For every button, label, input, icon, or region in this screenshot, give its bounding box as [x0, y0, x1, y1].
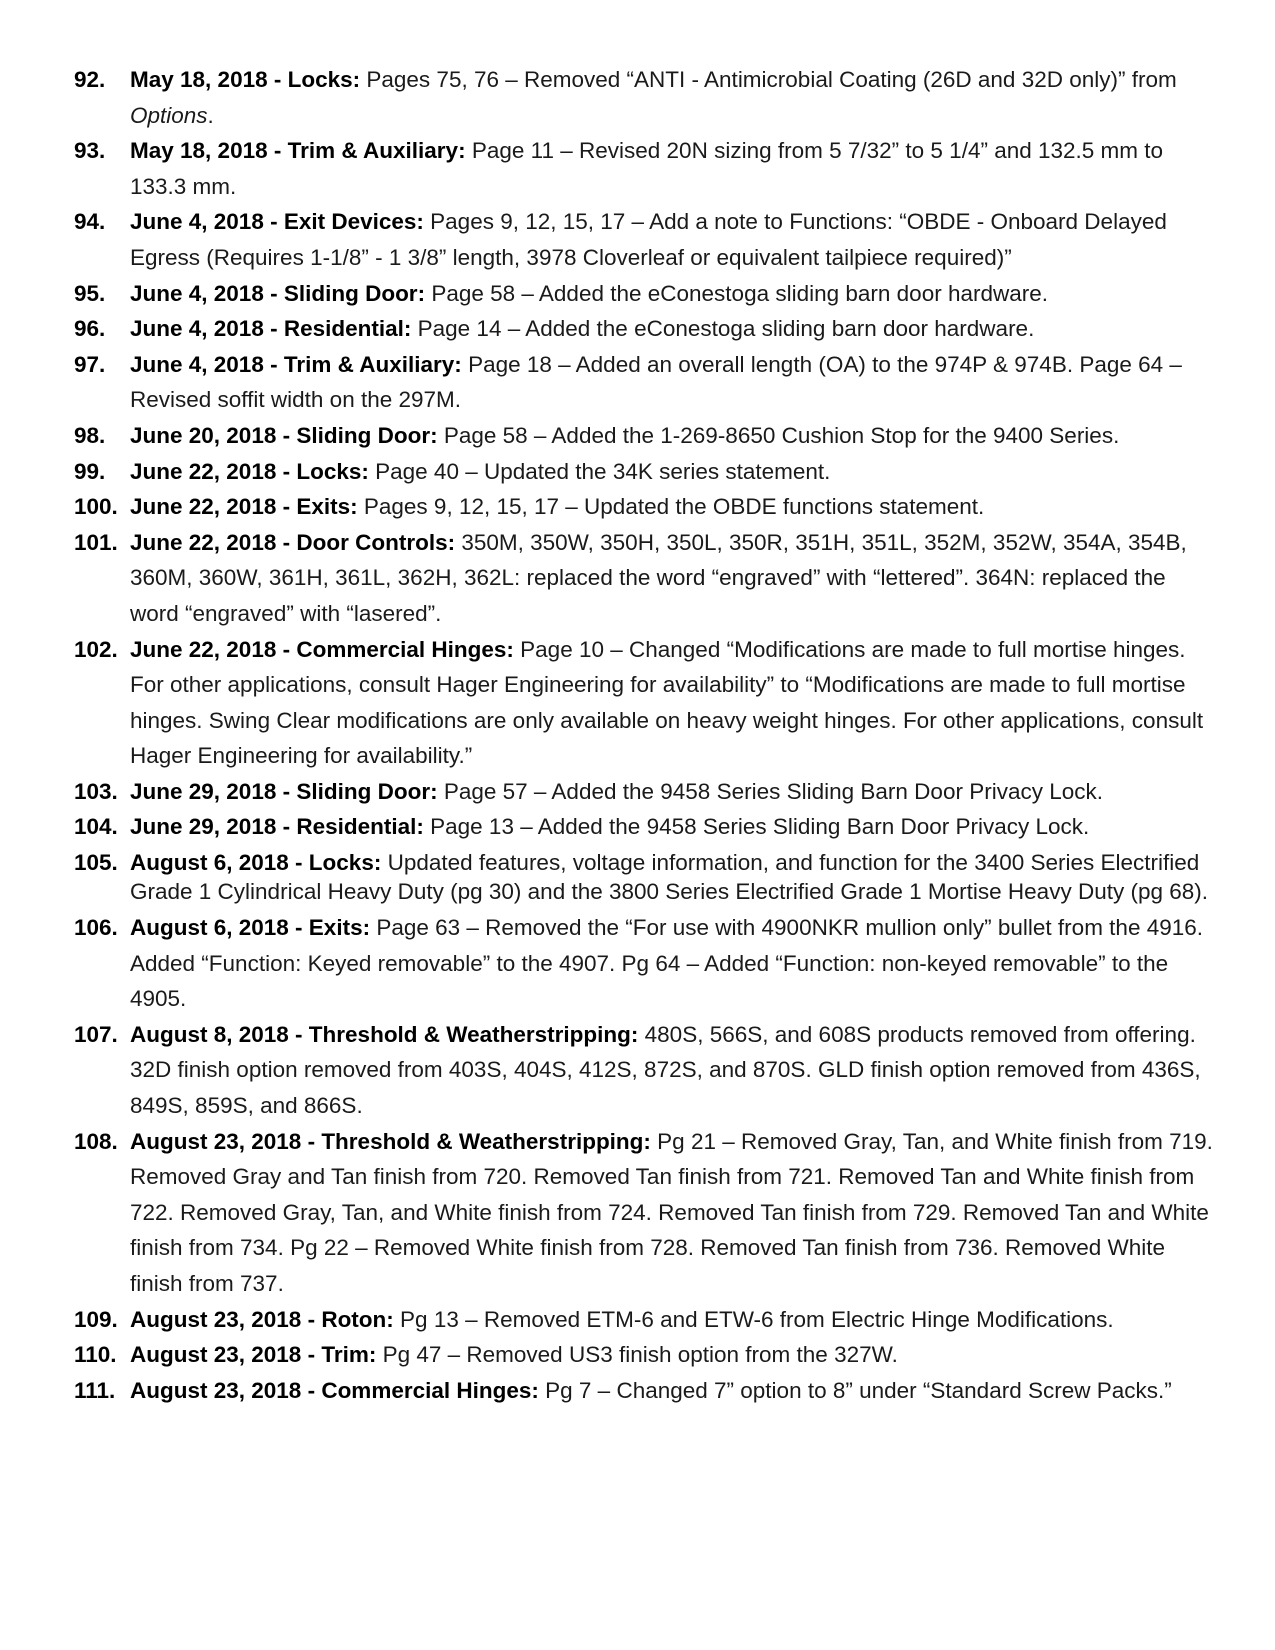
- entry-text: Pg 21 – Removed Gray, Tan, and White finish from 719. Removed Gray and Tan finish from 720. Removed Tan finish from 721. Removed Tan and White finish from 722. Removed Gray, Tan, and White finish from 724. Removed Tan finish from 729. Removed Tan and White finish from 734. Pg 22 – Removed White finish from 728. Removed Tan finish from 736. Removed White finish from 737.: [130, 1128, 1213, 1296]
- entry-heading: May 18, 2018 - Trim & Auxiliary:: [130, 138, 466, 164]
- changelog-entry: [74, 1302, 1214, 1338]
- entry-text: Page 58 – Added the 1-269-8650 Cushion Stop for the 9400 Series.: [437, 422, 1120, 448]
- entry-number: 96.: [74, 316, 106, 342]
- entry-heading: June 22, 2018 - Locks:: [130, 458, 369, 484]
- entry-body: [130, 1302, 1214, 1338]
- entry-text: Page 40 – Updated the 34K series statement.: [368, 458, 831, 484]
- entry-body: [130, 632, 1214, 774]
- entry-body: [130, 809, 1214, 845]
- entry-body: [130, 311, 1214, 347]
- entry-body: [130, 848, 1214, 906]
- entry-number: 105.: [74, 850, 118, 876]
- changelog-entry: [74, 418, 1214, 454]
- changelog-entry: [74, 1373, 1214, 1409]
- entry-text: Page 11 – Revised 20N sizing from 5 7/32” to 5 1/4” and 132.5 mm to 133.3 mm.: [130, 138, 1164, 199]
- entry-number: 110.: [74, 1342, 117, 1368]
- entry-body: [130, 1337, 1214, 1373]
- entry-text: Pages 9, 12, 15, 17 – Updated the OBDE functions statement.: [357, 494, 985, 520]
- entry-number: 95.: [74, 280, 106, 306]
- entry-text: Pg 13 – Removed ETM-6 and ETW-6 from Electric Hinge Modifications.: [393, 1306, 1114, 1332]
- changelog-entry: [74, 489, 1214, 525]
- entry-body: [130, 454, 1214, 490]
- entry-text: Page 58 – Added the eConestoga sliding barn door hardware.: [425, 280, 1049, 306]
- entry-body: [130, 910, 1214, 1017]
- entry-text: Pg 47 – Removed US3 finish option from the 327W.: [376, 1342, 898, 1368]
- entry-tail: .: [207, 102, 214, 128]
- entry-text: Pg 7 – Changed 7” option to 8” under “Standard Screw Packs.”: [538, 1377, 1172, 1403]
- entry-heading: June 4, 2018 - Trim & Auxiliary:: [130, 351, 462, 377]
- changelog-entry: [74, 848, 1214, 906]
- changelog-list: [74, 62, 1214, 1408]
- entry-italic-text: Options: [130, 102, 208, 128]
- changelog-entry: [74, 133, 1214, 204]
- changelog-entry: [74, 62, 1214, 133]
- entry-number: 107.: [74, 1021, 118, 1047]
- entry-body: [130, 133, 1214, 204]
- entry-heading: June 22, 2018 - Door Controls:: [130, 529, 456, 555]
- entry-heading: June 22, 2018 - Commercial Hinges:: [130, 636, 514, 662]
- entry-heading: June 20, 2018 - Sliding Door:: [130, 422, 438, 448]
- entry-number: 97.: [74, 351, 106, 377]
- entry-number: 104.: [74, 814, 118, 840]
- entry-body: [130, 204, 1214, 275]
- changelog-entry: [74, 454, 1214, 490]
- entry-body: [130, 1124, 1214, 1302]
- entry-body: [130, 774, 1214, 810]
- entry-body: [130, 276, 1214, 312]
- entry-number: 106.: [74, 915, 118, 941]
- entry-heading: May 18, 2018 - Locks:: [130, 67, 361, 92]
- entry-body: [130, 62, 1214, 133]
- entry-text: Page 10 – Changed “Modifications are made to full mortise hinges. For other applications, consult Hager Engineering for availability” to “Modifications are made to full mortise hinges. Swing Clear modifications are only available on heavy weight hinges. For other applications, consult Hager Engineering for availability.”: [130, 636, 1204, 769]
- entry-heading: June 22, 2018 - Exits:: [130, 494, 358, 520]
- changelog-entry: [74, 347, 1214, 418]
- changelog-entry: [74, 1337, 1214, 1373]
- entry-body: [130, 347, 1214, 418]
- entry-heading: June 4, 2018 - Exit Devices:: [130, 209, 424, 235]
- entry-text: Page 14 – Added the eConestoga sliding barn door hardware.: [411, 316, 1035, 342]
- entry-text: Pages 9, 12, 15, 17 – Add a note to Functions: “OBDE - Onboard Delayed Egress (Requires 1-1/8” - 1 3/8” length, 3978 Cloverleaf or equivalent tailpiece required)”: [130, 209, 1167, 270]
- entry-heading: June 4, 2018 - Residential:: [130, 316, 412, 342]
- entry-number: 108.: [74, 1128, 118, 1154]
- entry-number: 94.: [74, 209, 106, 235]
- changelog-entry: [74, 276, 1214, 312]
- entry-number: 98.: [74, 422, 106, 448]
- entry-number: 92.: [74, 67, 106, 92]
- entry-text: Updated features, voltage information, and function for the 3400 Series Electrified Grade 1 Cylindrical Heavy Duty (pg 30) and the 3800 Series Electrified Grade 1 Mortise Heavy Duty (pg 68).: [130, 850, 1209, 905]
- entry-number: 93.: [74, 138, 106, 164]
- entry-heading: August 23, 2018 - Threshold & Weatherstripping:: [130, 1128, 651, 1154]
- changelog-entry: [74, 774, 1214, 810]
- entry-heading: August 23, 2018 - Commercial Hinges:: [130, 1377, 539, 1403]
- entry-body: [130, 1373, 1214, 1409]
- entry-heading: August 23, 2018 - Roton:: [130, 1306, 394, 1332]
- changelog-entry: [74, 311, 1214, 347]
- document-page: [74, 62, 1214, 1408]
- entry-text: 480S, 566S, and 608S products removed from offering. 32D finish option removed from 403S, 404S, 412S, 872S, and 870S. GLD finish option removed from 436S, 849S, 859S, and 866S.: [130, 1021, 1201, 1119]
- entry-number: 109.: [74, 1306, 118, 1332]
- entry-number: 100.: [74, 494, 118, 520]
- entry-number: 102.: [74, 636, 118, 662]
- entry-number: 101.: [74, 529, 118, 555]
- entry-heading: August 8, 2018 - Threshold & Weatherstripping:: [130, 1021, 639, 1047]
- entry-text: Page 63 – Removed the “For use with 4900NKR mullion only” bullet from the 4916. Added “Function: Keyed removable” to the 4907. Pg 64 – Added “Function: non-keyed removable” to the 4905.: [130, 915, 1204, 1012]
- entry-text: 350M, 350W, 350H, 350L, 350R, 351H, 351L, 352M, 352W, 354A, 354B, 360M, 360W, 361H, 361L, 362H, 362L: replaced the word “engraved” with “lettered”. 364N: replaced the word “engraved” with “lasered”.: [130, 529, 1187, 626]
- changelog-entry: [74, 1124, 1214, 1302]
- entry-heading: June 29, 2018 - Residential:: [130, 814, 424, 840]
- entry-text: Page 18 – Added an overall length (OA) to the 974P & 974B. Page 64 – Revised soffit width on the 297M.: [130, 351, 1182, 413]
- entry-body: [130, 525, 1214, 632]
- changelog-entry: [74, 204, 1214, 275]
- entry-heading: August 6, 2018 - Exits:: [130, 915, 371, 941]
- changelog-entry: [74, 632, 1214, 774]
- entry-number: 111.: [74, 1377, 116, 1403]
- changelog-entry: [74, 1017, 1214, 1124]
- entry-body: [130, 418, 1214, 454]
- entry-heading: June 29, 2018 - Sliding Door:: [130, 778, 438, 804]
- entry-heading: August 23, 2018 - Trim:: [130, 1342, 377, 1368]
- changelog-entry: [74, 809, 1214, 845]
- entry-heading: August 6, 2018 - Locks:: [130, 850, 382, 876]
- changelog-entry: [74, 525, 1214, 632]
- entry-text: Page 13 – Added the 9458 Series Sliding Barn Door Privacy Lock.: [423, 814, 1090, 840]
- entry-text: Pages 75, 76 – Removed “ANTI - Antimicrobial Coating (26D and 32D only)” from: [360, 67, 1177, 92]
- entry-body: [130, 1017, 1214, 1124]
- entry-body: [130, 489, 1214, 525]
- entry-number: 103.: [74, 778, 118, 804]
- changelog-entry: [74, 910, 1214, 1017]
- entry-number: 99.: [74, 458, 106, 484]
- entry-heading: June 4, 2018 - Sliding Door:: [130, 280, 426, 306]
- entry-text: Page 57 – Added the 9458 Series Sliding Barn Door Privacy Lock.: [437, 778, 1103, 804]
